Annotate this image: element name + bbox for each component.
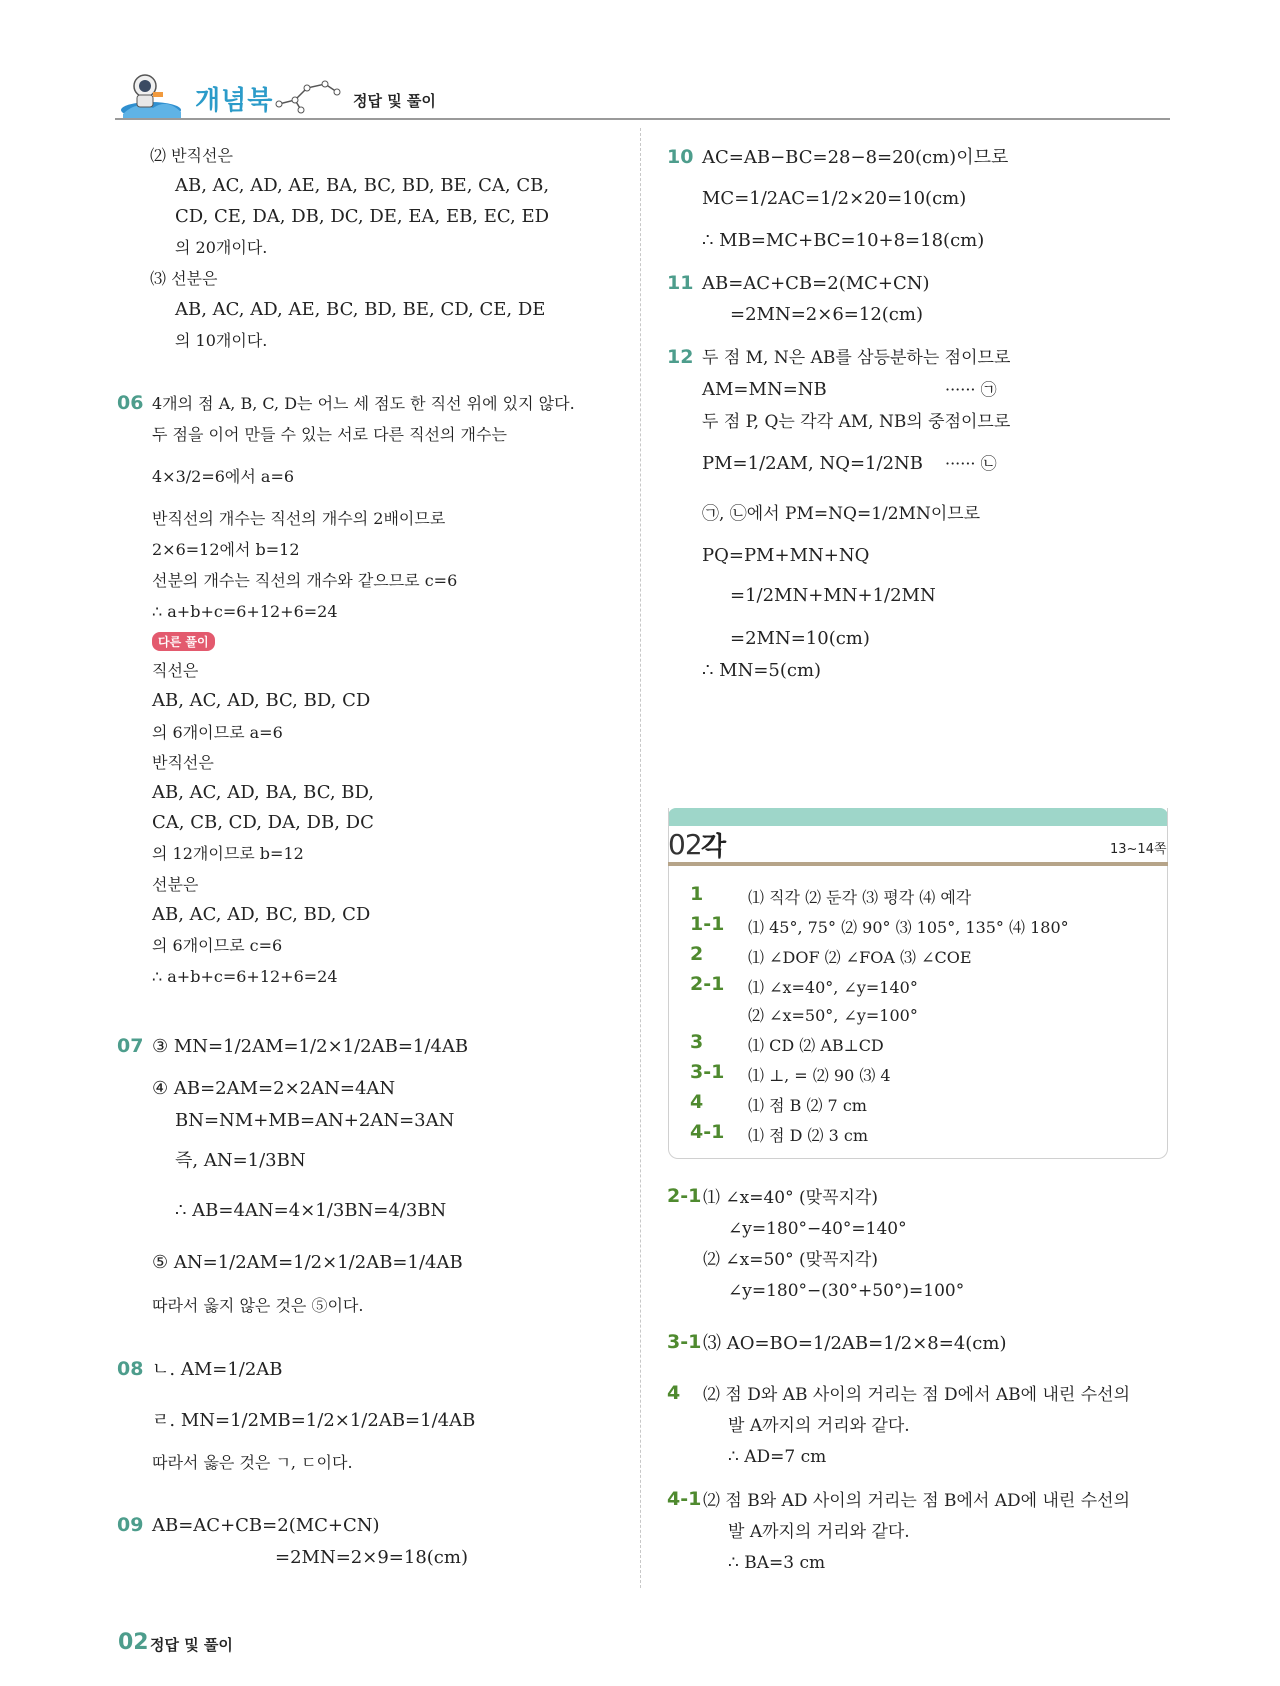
footer-title: 정답 및 풀이 bbox=[150, 1636, 233, 1654]
question-number: 12 bbox=[667, 346, 694, 368]
text-line: ∴ MN=5(cm) bbox=[702, 660, 822, 681]
header-subtitle: 정답 및 풀이 bbox=[353, 92, 436, 110]
page-number: 02 bbox=[118, 1630, 149, 1655]
text-line: ∴ AB=4AN=4×1/3BN=4/3BN bbox=[175, 1200, 447, 1221]
section-title: 각 bbox=[701, 832, 727, 862]
text-line: 두 점 P, Q는 각각 AM, NB의 중점이므로 bbox=[702, 412, 1011, 432]
answer-text: ⑴ ∠DOF ⑵ ∠FOA ⑶ ∠COE bbox=[748, 948, 972, 967]
section-number: 02 bbox=[668, 828, 702, 861]
text-line: 발 A까지의 거리와 같다. bbox=[728, 1522, 910, 1542]
answer-label: 2 bbox=[690, 943, 704, 965]
answer-text: ⑴ 점 D ⑵ 3 cm bbox=[748, 1126, 869, 1145]
text-line: 두 점 M, N은 AB를 삼등분하는 점이므로 bbox=[702, 348, 1011, 368]
text-line: 의 12개이므로 b=12 bbox=[152, 844, 304, 863]
page-header bbox=[115, 70, 1170, 120]
text-line: 의 10개이다. bbox=[175, 331, 268, 350]
text-line: =2MN=2×9=18(cm) bbox=[275, 1547, 468, 1568]
text-line: ㄴ. AM=1/2AB bbox=[152, 1359, 283, 1380]
text-line: 4개의 점 A, B, C, D는 어느 세 점도 한 직선 위에 있지 않다. bbox=[152, 394, 575, 413]
text-line: ∠y=180°−(30°+50°)=100° bbox=[728, 1281, 965, 1301]
question-number: 4 bbox=[667, 1382, 681, 1404]
text-line: AB=AC+CB=2(MC+CN) bbox=[702, 273, 930, 294]
text-line: 발 A까지의 거리와 같다. bbox=[728, 1416, 910, 1436]
text-line: 의 20개이다. bbox=[175, 238, 268, 257]
text-line: ······ ㉠ bbox=[945, 380, 997, 399]
text-line: 반직선은 bbox=[152, 753, 214, 772]
text-line: AB, AC, AD, AE, BC, BD, BE, CD, CE, DE bbox=[175, 299, 546, 320]
text-line: 따라서 옳지 않은 것은 ⑤이다. bbox=[152, 1296, 364, 1315]
answer-label: 1 bbox=[690, 883, 704, 905]
text-line: AC=AB−BC=28−8=20(cm)이므로 bbox=[702, 147, 1009, 168]
text-line: ∴ a+b+c=6+12+6=24 bbox=[152, 967, 338, 986]
question-number: 09 bbox=[117, 1514, 144, 1536]
text-line: 선분의 개수는 직선의 개수와 같으므로 c=6 bbox=[152, 571, 458, 590]
text-line: 두 점을 이어 만들 수 있는 서로 다른 직선의 개수는 bbox=[152, 425, 507, 444]
answer-text: ⑴ 직각 ⑵ 둔각 ⑶ 평각 ⑷ 예각 bbox=[748, 888, 972, 907]
text-line: ⑴ ∠x=40° (맞꼭지각) bbox=[703, 1188, 878, 1208]
text-line: ㉠, ㉡에서 PM=NQ=1/2MN이므로 bbox=[702, 504, 981, 524]
book-title: 개념북 bbox=[195, 86, 274, 116]
text-line: AB, AC, AD, BC, BD, CD bbox=[152, 690, 371, 711]
answer-label: 4-1 bbox=[690, 1121, 725, 1143]
text-line: AB=AC+CB=2(MC+CN) bbox=[152, 1515, 380, 1536]
text-line: ⑵ 점 B와 AD 사이의 거리는 점 B에서 AD에 내린 수선의 bbox=[703, 1491, 1131, 1511]
text-line: 4×3/2=6에서 a=6 bbox=[152, 467, 295, 486]
question-number: 07 bbox=[117, 1035, 144, 1057]
text-line: BN=NM+MB=AN+2AN=3AN bbox=[175, 1110, 455, 1131]
text-line: ······ ㉡ bbox=[945, 454, 997, 473]
section-rule bbox=[668, 862, 1168, 866]
text-line: ㄹ. MN=1/2MB=1/2×1/2AB=1/4AB bbox=[152, 1410, 476, 1431]
text-line: 따라서 옳은 것은 ㄱ, ㄷ이다. bbox=[152, 1453, 353, 1472]
answer-label: 3-1 bbox=[690, 1061, 725, 1083]
text-line: 의 6개이므로 c=6 bbox=[152, 936, 283, 955]
text-line: 의 6개이므로 a=6 bbox=[152, 723, 283, 742]
text-line: CA, CB, CD, DA, DB, DC bbox=[152, 812, 374, 833]
text-line: 직선은 bbox=[152, 661, 199, 680]
answer-text: ⑴ CD ⑵ AB⊥CD bbox=[748, 1036, 884, 1055]
text-line: 반직선의 개수는 직선의 개수의 2배이므로 bbox=[152, 509, 446, 528]
question-number: 2-1 bbox=[667, 1185, 702, 1207]
text-line: ⑶ 선분은 bbox=[150, 269, 218, 288]
answer-label: 3 bbox=[690, 1031, 704, 1053]
text-line: ∴ AD=7 cm bbox=[728, 1447, 827, 1467]
question-number: 10 bbox=[667, 146, 694, 168]
text-line: AB, AC, AD, BA, BC, BD, bbox=[152, 782, 375, 803]
text-line: ⑵ ∠x=50° (맞꼭지각) bbox=[703, 1250, 878, 1270]
question-number: 08 bbox=[117, 1358, 144, 1380]
text-line: ③ MN=1/2AM=1/2×1/2AB=1/4AB bbox=[152, 1036, 469, 1057]
text-line: ∴ MB=MC+BC=10+8=18(cm) bbox=[702, 230, 985, 251]
text-line: 선분은 bbox=[152, 875, 199, 894]
text-line: AB, AC, AD, BC, BD, CD bbox=[152, 904, 371, 925]
text-line: ∴ BA=3 cm bbox=[728, 1553, 826, 1573]
question-number: 4-1 bbox=[667, 1488, 702, 1510]
text-line: PQ=PM+MN+NQ bbox=[702, 545, 870, 566]
answer-label: 4 bbox=[690, 1091, 704, 1113]
text-line: =1/2MN+MN+1/2MN bbox=[730, 585, 936, 606]
answer-label: 1-1 bbox=[690, 913, 725, 935]
text-line: =2MN=10(cm) bbox=[730, 628, 870, 649]
text-line: AB, AC, AD, AE, BA, BC, BD, BE, CA, CB, bbox=[175, 175, 550, 196]
constellation-icon bbox=[273, 78, 343, 114]
text-line: ⑵ 점 D와 AB 사이의 거리는 점 D에서 AB에 내린 수선의 bbox=[703, 1385, 1131, 1405]
answer-text: ⑴ ∠x=40°, ∠y=140° bbox=[748, 978, 918, 997]
text-line: 2×6=12에서 b=12 bbox=[152, 540, 300, 559]
answer-text: ⑵ ∠x=50°, ∠y=100° bbox=[748, 1006, 918, 1025]
text-line: ⑤ AN=1/2AM=1/2×1/2AB=1/4AB bbox=[152, 1252, 463, 1273]
text-line: PM=1/2AM, NQ=1/2NB bbox=[702, 453, 924, 474]
text-line: ⑶ AO=BO=1/2AB=1/2×8=4(cm) bbox=[703, 1333, 1007, 1354]
column-divider bbox=[640, 128, 641, 1588]
answer-label: 2-1 bbox=[690, 973, 725, 995]
section-pages: 13~14쪽 bbox=[1110, 842, 1167, 857]
text-line: AM=MN=NB bbox=[702, 379, 827, 400]
text-line: MC=1/2AC=1/2×20=10(cm) bbox=[702, 188, 967, 209]
text-line: 즉, AN=1/3BN bbox=[175, 1150, 306, 1171]
answer-text: ⑴ ⊥, = ⑵ 90 ⑶ 4 bbox=[748, 1066, 891, 1085]
question-number: 11 bbox=[667, 272, 694, 294]
text-line: ∠y=180°−40°=140° bbox=[728, 1219, 907, 1239]
question-number: 3-1 bbox=[667, 1331, 702, 1353]
answer-text: ⑴ 45°, 75° ⑵ 90° ⑶ 105°, 135° ⑷ 180° bbox=[748, 918, 1069, 937]
astronaut-mascot-icon bbox=[117, 70, 183, 118]
header-rule bbox=[115, 118, 1170, 120]
answer-text: ⑴ 점 B ⑵ 7 cm bbox=[748, 1096, 867, 1115]
text-line: CD, CE, DA, DB, DC, DE, EA, EB, EC, ED bbox=[175, 206, 550, 227]
text-line: ∴ a+b+c=6+12+6=24 bbox=[152, 602, 338, 621]
text-line: ⑵ 반직선은 bbox=[150, 146, 233, 165]
text-line: ④ AB=2AM=2×2AN=4AN bbox=[152, 1078, 396, 1099]
alt-solution-badge: 다른 풀이 bbox=[152, 632, 215, 651]
text-line: =2MN=2×6=12(cm) bbox=[730, 304, 923, 325]
answer-box bbox=[668, 808, 1168, 1159]
question-number: 06 bbox=[117, 392, 144, 414]
